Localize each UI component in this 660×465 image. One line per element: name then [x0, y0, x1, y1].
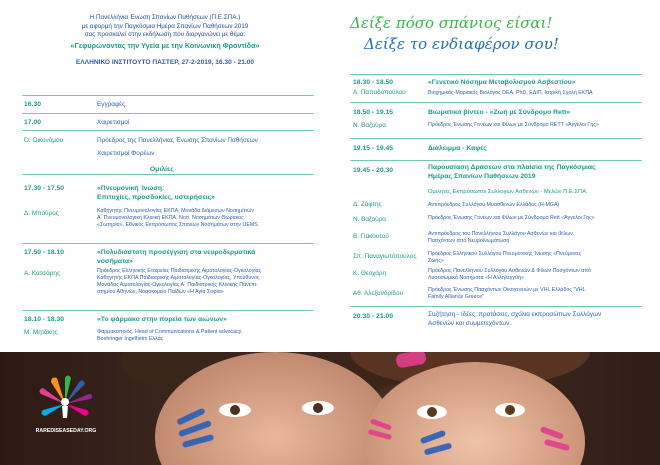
speaker-giakoutou: Β. Γιακουτού	[353, 233, 389, 240]
bouros-desc-3: «Σωτηρία», Εθνικός Εκπρόσωπος Σπανίων Νοσημάτων στην UEMS	[97, 222, 258, 228]
giakoutou-desc-1: Αντιπρόεδρος του Πανελλήνιου Συλλόγου Ασθενών και Φίλων	[428, 231, 573, 237]
time-greetings: 17.00	[24, 119, 42, 126]
speaker-katsaris: Α. Κατσάρης	[24, 270, 61, 277]
metabolism-talk-title: «Γενετικό Νόσημα Μεταβολισμού Ασβεστίου»	[428, 79, 576, 86]
speaker-alexandridou: Αθ. Αλεξανδρίδου	[353, 290, 404, 297]
speaker-bouros: Δ. Μπούρος	[24, 210, 59, 217]
panagiotopoulos-desc-1: Πρόεδρος Ελληνικού Συλλόγου Πνευμονικής Ίνωσης «Πνεύμονες	[428, 251, 582, 257]
discussion-line-2: Ασθενών και συμμετεχόντων.	[428, 320, 512, 327]
time-session-2: 17.50 - 18.10	[24, 249, 65, 256]
vazoura-2-desc: Πρόεδρος Ένωσης Γονέων και Φίλων με Σύνδρομο Rett «Άγγελοι Γης»	[428, 215, 595, 221]
time-discussion: 20.30 - 21.00	[353, 313, 394, 320]
talks-heading: Ομιλίες	[150, 166, 174, 173]
time-rett-video: 18.50 - 19.15	[353, 109, 394, 116]
katsaris-desc-4: στημίου Αθηνών, Νοσοκομείο Παίδων «Η Αγία Σοφία»	[97, 289, 224, 295]
bodies-greetings: Χαιρετισμοί Φορέων	[97, 150, 155, 157]
time-metabolism-talk: 18.30 - 18.50	[353, 79, 394, 86]
actions-title-1: Παρουσίαση Δράσεων στα πλαίσια της Παγκόσμιας	[428, 164, 596, 171]
time-coffee-break: 19.15 - 19.45	[353, 145, 394, 152]
theochari-desc-2: Λυσοσωμικά Νοσήματα «Η Αλληλεγγύη»	[428, 275, 524, 281]
speaker-vazoura-2: Ν. Βαζούρα	[353, 216, 386, 223]
time-actions: 19.45 - 20.30	[353, 167, 394, 174]
alexandridou-desc-2: Family Alliance Greece"	[428, 294, 485, 300]
rare-disease-day-logo	[30, 372, 100, 432]
hands-logo-icon	[30, 372, 100, 432]
bouros-desc-1: Καθηγητής Πνευμονολογίας ΕΚΠΑ, Μονάδα Διάμεσων Νοσημάτων	[97, 208, 254, 214]
session-2-title-1: «Πολυδιάστατη προσέγγιση στα νευροδερματικά	[97, 249, 256, 256]
speaker-oikonomou: Ό. Οικονόμου	[24, 137, 64, 144]
session-1-title-2: Επιτυχίες, προσδοκίες, υστερήσεις»	[97, 194, 215, 201]
katsaris-desc-3: Μονάδας Αιματολογίας-Ογκολογίας Α΄ Παιδιατρικής Κλινικής Πανεπι-	[97, 282, 258, 288]
speaker-zaftis: Δ. Ζάφτης	[353, 201, 382, 208]
speaker-mitakis: Μ. Μητάκης	[24, 329, 58, 336]
slogan-line-2: Δείξε το ενδιαφέρον σου!	[364, 35, 559, 53]
katsaris-desc-1: Πρόεδρος Ελληνικής Εταιρείας Παιδιατρικής Αιματολογίας-Ογκολογίας	[97, 268, 262, 274]
logo-url: RAREDISEASEDAY.ORG	[35, 428, 97, 434]
speaker-theochari: Κ. Θεοχάρη	[353, 270, 387, 277]
greetings-label: Χαιρετισμοί	[97, 119, 130, 126]
discussion-line-1: Συζήτηση - Ιδέες, προτάσεις, σχόλια εκπροσώπων Συλλόγων	[428, 311, 602, 318]
papadopoulou-desc: Βιοχημικός-Μοριακός Βιολόγος DEA, PhD, ΕΔΙΠ, Ιατρική Σχολή ΕΚΠΑ	[428, 90, 593, 96]
event-theme: «Γεφυρώνοντας την Υγεία με την Κοινωνική Φροντίδα»	[70, 41, 260, 50]
header-line-2: με αφορμή την Παγκόσμια Ημέρα Σπανίων Παθήσεων 2019	[81, 22, 249, 30]
speaker-papadopoulou: Α. Παπαδοπούλου	[353, 89, 406, 96]
event-venue: ΕΛΛΗΝΙΚΟ ΙΝΣΤΙΤΟΥΤΟ ΠΑΣΤΕΡ, 27-2-2019, 16.30 - 21.00	[75, 59, 255, 66]
speaker-panagiotopoulos: Σπ. Παναγιωτόπουλος	[353, 253, 417, 260]
bouros-desc-2: Α΄ Πνευμονολογική Κλινική ΕΚΠΑ, Νοσ. Νοσημάτων Θώρακος	[97, 215, 244, 221]
alexandridou-desc-1: Πρόεδρος Ένωσης Πασχόντων Οικογενειών με VHL Ελλάδος "VHL	[428, 287, 586, 293]
mitakis-desc-1: Φαρμακοποιός, Head of Communications & Patient advocacy,	[97, 329, 243, 335]
time-registration: 16.30	[24, 101, 42, 108]
header-line-1: Η Πανελλήνια Ένωση Σπανίων Παθήσεων (Π.Ε.ΣΠΑ.)	[89, 14, 241, 21]
registration-label: Εγγραφές	[97, 101, 126, 108]
time-session-1: 17.30 - 17.50	[24, 185, 65, 192]
panagiotopoulos-desc-2: Ζωής»	[428, 258, 444, 264]
coffee-break-label: Διάλειμμα - Καφές	[428, 145, 487, 152]
actions-title-2: Ημέρας Σπανίων Παθήσεων 2019	[428, 173, 536, 180]
speaker-vazoura: Ν. Βαζούρα	[353, 122, 386, 129]
actions-speakers-subtitle: Ομιλητές Εκπρόσωποι Συλλόγων Ασθενών - Μελών Π.Ε.ΣΠΑ.	[428, 189, 588, 195]
session-3-title: «Το φάρμακο στην πορεία των αιώνων»	[97, 316, 227, 323]
rett-video-title: Βιωματικό βίντεο - «Ζωή με Σύνδρομο Rett»	[428, 109, 571, 116]
session-1-title-1: «Πνευμονική Ίνωση:	[97, 185, 165, 192]
header-line-3: σας προσκαλεί στην εκδήλωση που διοργανώνει με θέμα:	[84, 31, 246, 39]
theochari-desc-1: Πρόεδρος Πανελλήνιου Συλλόγου Ασθενών & Φίλων Πασχόντων από	[428, 268, 591, 274]
mitakis-desc-2: Boehringer Ingelheim Ελλάς	[97, 336, 164, 342]
zaftis-desc: Αντιπρόεδρος Συλλόγου Μυασθενών Ελλάδος (H-MGA)	[428, 202, 560, 208]
katsaris-desc-2: Καθηγητής ΕΚΠΑ Παιδιατρικής Αιματολογίας-Ογκολογίας, Υπεύθυνος	[97, 275, 260, 281]
time-session-3: 18.10 - 18.30	[24, 316, 65, 323]
oikonomou-role: Πρόεδρος της Πανελλήνιας Ένωσης Σπανίων Παθήσεων	[97, 137, 258, 144]
session-2-title-2: νοσήματα»	[97, 258, 133, 265]
slogan-line-1: Δείξε πόσο σπάνιος είσαι!	[350, 14, 553, 32]
vazoura-desc: Πρόεδρος Ένωσης Γονέων και Φίλων με Σύνδρομο RETT «Άγγελοι Γης»	[428, 122, 599, 128]
giakoutou-desc-2: Πασχόντων από Νευροϊνωμάτωση	[428, 238, 510, 244]
